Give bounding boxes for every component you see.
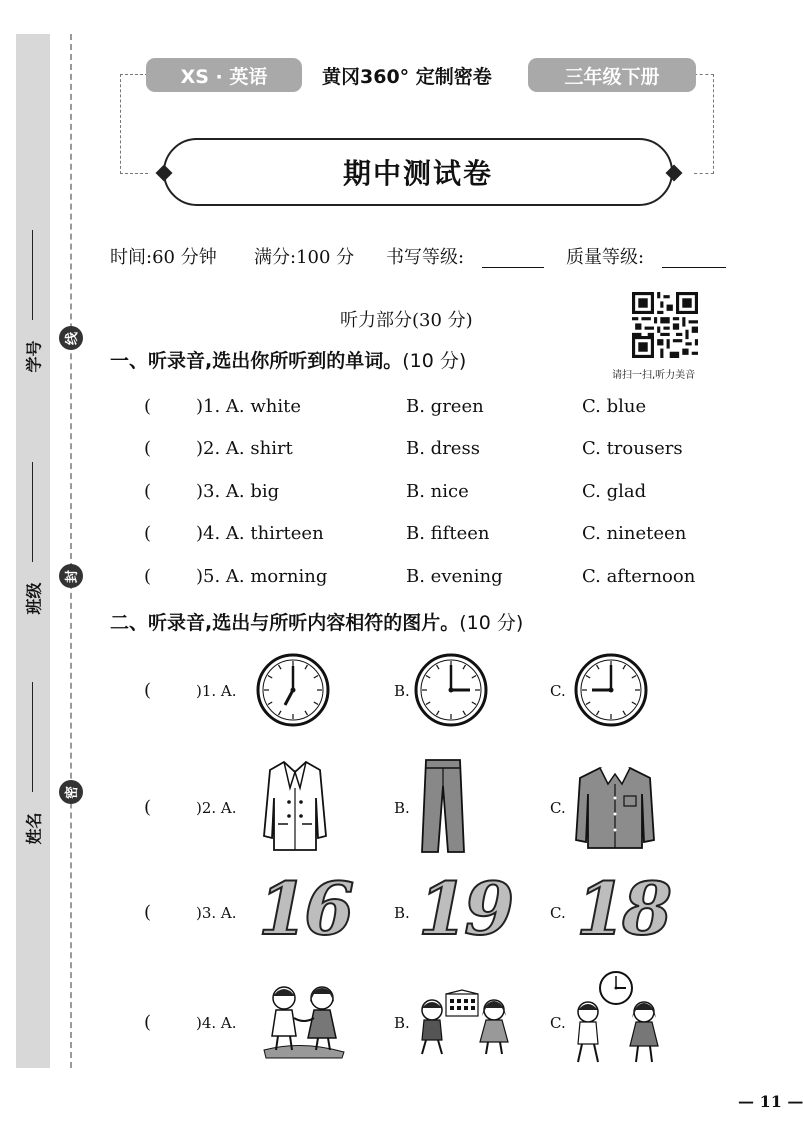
seal-feng: 封 [59,564,83,588]
p3-label-a: )3. A. [196,904,237,922]
listening-title: 听力部分(30 分) [340,310,473,331]
clock-three-icon[interactable] [414,650,488,730]
q1-option-b: B. green [406,396,484,417]
q4-option-b: B. fifteen [406,523,490,544]
q2-option-c: C. trousers [582,438,683,459]
answer-paren[interactable]: ( [144,797,152,818]
q5-option-b: B. evening [406,566,503,587]
seal-xian: 线 [59,326,83,350]
p1-label-c: C. [550,682,566,700]
p1-label-b: B. [394,682,410,700]
qr-code-icon[interactable] [632,292,698,358]
clock-seven-icon[interactable] [256,650,330,730]
writing-grade-blank[interactable] [482,267,544,268]
q5-option-c: C. afternoon [582,566,696,587]
clock-nine-icon[interactable] [574,650,648,730]
coat-icon[interactable] [262,758,328,854]
header-bracket-left [120,74,148,174]
answer-paren[interactable]: ( [144,902,152,923]
number-sixteen[interactable]: 16 [258,866,351,951]
shirt-icon[interactable] [574,764,656,852]
p2-label-c: C. [550,799,566,817]
q3-option-a: )3. A. big [196,481,280,502]
q4-option-c: C. nineteen [582,523,687,544]
qr-caption: 请扫一扫,听力美音 [612,370,696,381]
number-nineteen[interactable]: 19 [418,866,511,951]
section2-heading: 二、听录音,选出与所听内容相符的图片。(10 分) [110,612,524,634]
quality-grade-label: 质量等级: [566,247,645,268]
section1-heading: 一、听录音,选出你所听到的单词。(10 分) [110,350,467,372]
grade-badge: 三年级下册 [528,58,696,92]
trousers-icon[interactable] [420,756,466,856]
answer-paren[interactable]: ( [144,1012,152,1033]
answer-paren[interactable]: ( [144,566,152,587]
cut-line [70,34,72,1068]
p4-label-a: )4. A. [196,1014,237,1032]
q3-option-b: B. nice [406,481,469,502]
p2-label-a: )2. A. [196,799,237,817]
answer-paren[interactable]: ( [144,523,152,544]
p4-label-c: C. [550,1014,566,1032]
number-eighteen[interactable]: 18 [576,866,669,951]
subject-badge: XS · 英语 [146,58,302,92]
p4-label-b: B. [394,1014,410,1032]
p3-label-b: B. [394,904,410,922]
answer-paren[interactable]: ( [144,481,152,502]
answer-paren[interactable]: ( [144,438,152,459]
full-score: 满分:100 分 [254,247,355,268]
writing-grade-label: 书写等级: [386,247,465,268]
q2-option-a: )2. A. shirt [196,438,293,459]
kids-greeting-icon[interactable] [262,984,346,1060]
time-limit: 时间:60 分钟 [110,247,217,268]
p2-label-b: B. [394,799,410,817]
page-number: — 11 — [738,1092,803,1111]
header-bracket-right [694,74,714,174]
page-title: 期中测试卷 [163,138,673,206]
kids-school-icon[interactable] [416,990,512,1060]
answer-paren[interactable]: ( [144,680,152,701]
q4-option-a: )4. A. thirteen [196,523,324,544]
p1-label-a: )1. A. [196,682,237,700]
q2-option-b: B. dress [406,438,480,459]
p3-label-c: C. [550,904,566,922]
seal-mi: 密 [59,780,83,804]
q1-option-c: C. blue [582,396,647,417]
answer-paren[interactable]: ( [144,396,152,417]
q3-option-c: C. glad [582,481,647,502]
quality-grade-blank[interactable] [662,267,726,268]
kids-clock-icon[interactable] [570,970,662,1070]
q1-option-a: )1. A. white [196,396,302,417]
series-name: 黄冈360° 定制密卷 [322,66,492,88]
binding-strip [16,34,50,1068]
q5-option-a: )5. A. morning [196,566,328,587]
